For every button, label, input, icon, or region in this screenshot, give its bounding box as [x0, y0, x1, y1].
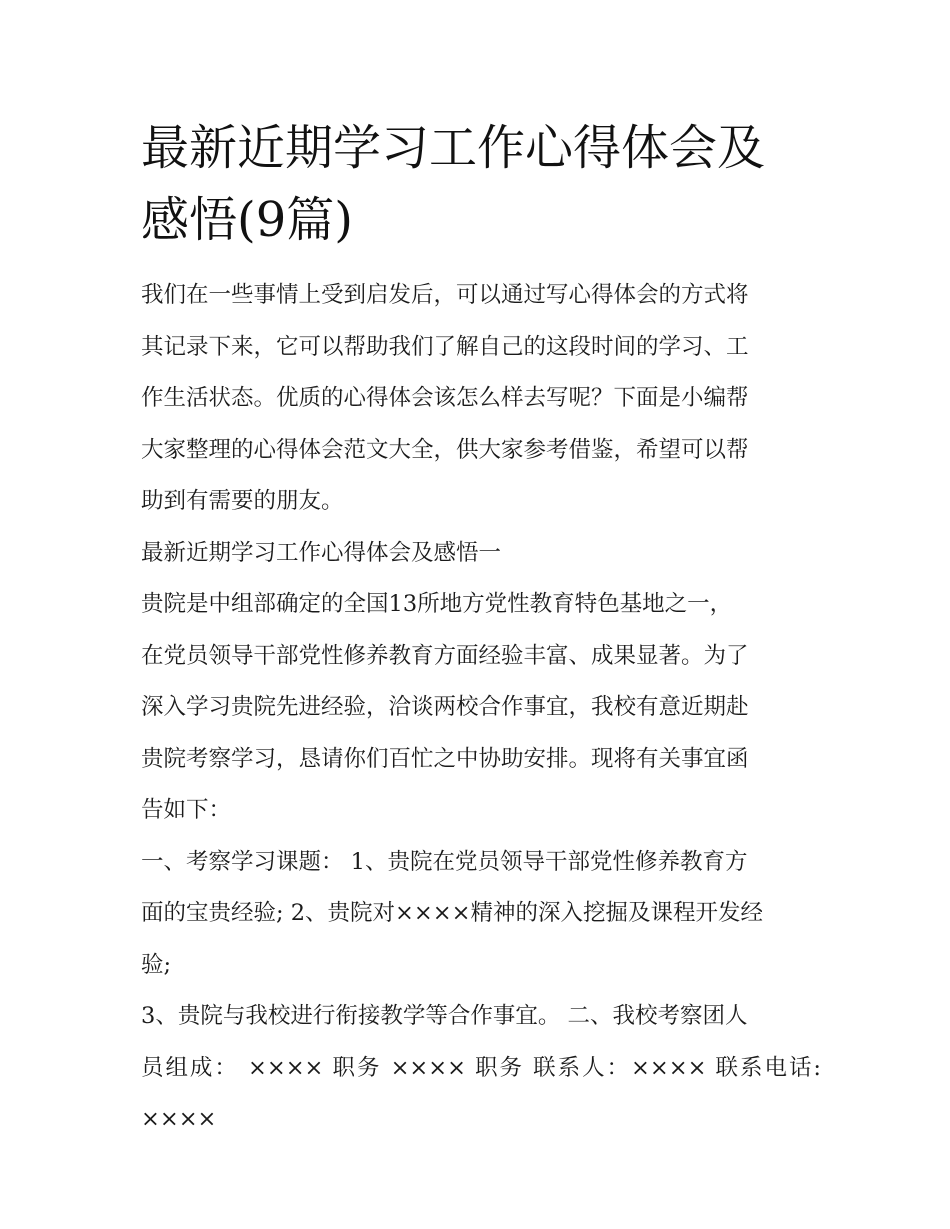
intro-line-5: 助到有需要的朋友。 [141, 488, 344, 514]
body-line-9: 3、贵院与我校进行衔接教学等合作事宜。 二、我校考察团人 [141, 1003, 748, 1029]
body-line-7: 面的宝贵经验; 2、贵院对××××精神的深入挖掘及课程开发经 [141, 900, 763, 926]
body-line-4: 贵院考察学习，恳请你们百忙之中协助安排。现将有关事宜函 [141, 745, 749, 772]
body-line-10: 员组成： ×××× 职务 ×××× 职务 联系人：×××× 联系电话: ×××× [141, 1054, 821, 1132]
intro-line-3: 作生活状态。优质的心得体会该怎么样去写呢？下面是小编帮 [141, 385, 749, 411]
document-content [141, 112, 821, 1146]
document-body [141, 270, 821, 1146]
title-line-2: 感悟(9篇) [141, 192, 353, 248]
intro-line-2: 其记录下来，它可以帮助我们了解自己的这段时间的学习、工 [141, 333, 749, 360]
section-heading: 最新近期学习工作心得体会及感悟一 [141, 539, 502, 566]
body-line-1: 贵院是中组部确定的全国13所地方党性教育特色基地之一， [141, 591, 733, 617]
body-line-3: 深入学习贵院先进经验，洽谈两校合作事宜，我校有意近期赴 [141, 694, 749, 720]
body-line-5: 告如下： [141, 797, 232, 823]
document-title [141, 112, 821, 256]
body-line-2: 在党员领导干部党性修养教育方面经验丰富、成果显著。为了 [141, 642, 749, 669]
body-line-6: 一、考察学习课题： 1、贵院在党员领导干部党性修养教育方 [141, 848, 748, 875]
body-line-8: 验; [141, 951, 172, 978]
title-line-1: 最新近期学习工作心得体会及 [141, 120, 766, 176]
intro-line-4: 大家整理的心得体会范文大全，供大家参考借鉴，希望可以帮 [141, 436, 749, 463]
intro-line-1: 我们在一些事情上受到启发后，可以通过写心得体会的方式将 [141, 282, 749, 308]
